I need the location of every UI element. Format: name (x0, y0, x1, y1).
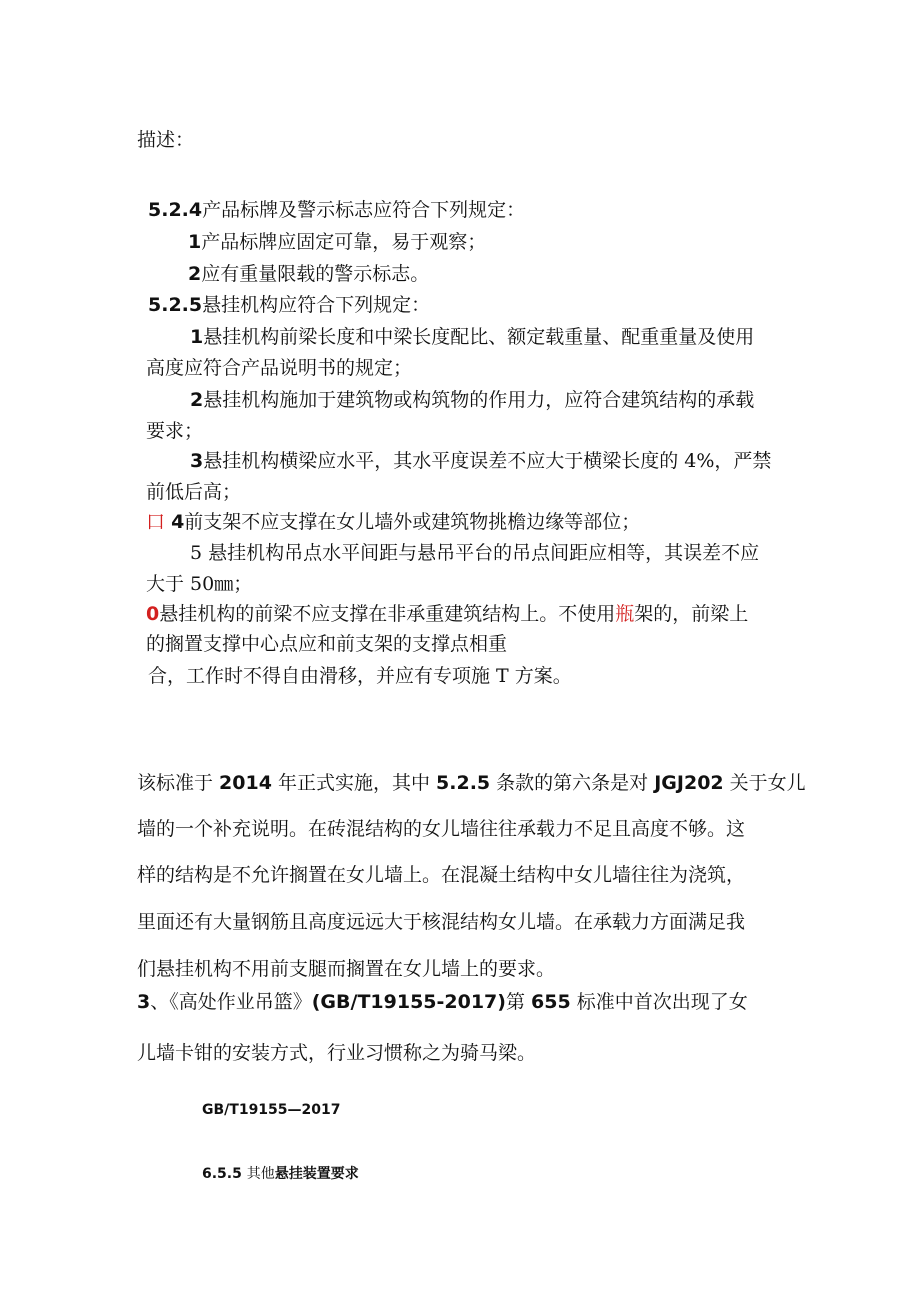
paragraph-line: 儿墙卡钳的安装方式，行业习惯称之为骑马梁。 (137, 1042, 537, 1064)
clause-item-continuation: 的搁置支撑中心点应和前支架的支撑点相重 (146, 633, 508, 655)
paragraph-line: 们悬挂机构不用前支腿而搁置在女儿墙上的要求。 (137, 958, 556, 980)
clause-item-continuation: 高度应符合产品说明书的规定； (146, 357, 413, 379)
paragraph-line: 样的结构是不允许搁置在女儿墙上。在混凝土结构中女儿墙往往为浇筑， (137, 864, 746, 886)
checkbox-glyph: 口 (146, 511, 166, 533)
clause-item: 口 4前支架不应支撑在女儿墙外或建筑物挑檐边缘等部位； (146, 511, 641, 533)
clause-item: 2悬挂机构施加于建筑物或构筑物的作用力，应符合建筑结构的承载 (190, 389, 755, 411)
red-item-number: 0 (146, 603, 160, 625)
clause-item: 2应有重量限载的警示标志。 (188, 263, 430, 285)
clause-5-2-5: 5.2.5悬挂机构应符合下列规定： (148, 294, 431, 316)
clause-item-continuation: 要求； (146, 420, 204, 442)
section-heading: 6.5.5 其他悬挂装置要求 (202, 1166, 359, 1182)
paragraph-line: 该标准于 2014 年正式实施，其中 5.2.5 条款的第六条是对 JGJ202 关于女儿 (137, 772, 806, 794)
clause-item-continuation: 前低后高； (146, 481, 242, 503)
clause-item: 0悬挂机构的前梁不应支撑在非承重建筑结构上。不使用瓶架的，前梁上 (146, 603, 749, 625)
paragraph-line: 里面还有大量钢筋且高度远远大于核混结构女儿墙。在承载力方面满足我 (137, 911, 746, 933)
clause-5-2-4: 5.2.4产品标牌及警示标志应符合下列规定： (148, 199, 526, 221)
paragraph-line: 3、《高处作业吊篮》(GB/T19155-2017)第 655 标准中首次出现了女 (137, 991, 748, 1013)
clause-item: 1悬挂机构前梁长度和中梁长度配比、额定载重量、配重重量及使用 (190, 326, 755, 348)
clause-number: 5.2.5 (148, 294, 203, 316)
clause-item: 5 悬挂机构吊点水平间距与悬吊平台的吊点间距应相等，其误差不应 (190, 542, 760, 564)
clause-item-continuation: 大于 50㎜； (146, 573, 253, 595)
clause-number: 5.2.4 (148, 199, 203, 221)
standard-code: GB/T19155—2017 (202, 1102, 341, 1118)
clause-item: 3悬挂机构横梁应水平，其水平度误差不应大于横梁长度的 4%，严禁 (190, 450, 772, 472)
description-label: 描述： (137, 129, 195, 151)
paragraph-line: 墙的一个补充说明。在砖混结构的女儿墙往往承载力不足且高度不够。这 (137, 818, 746, 840)
clause-item-continuation: 合，工作时不得自由滑移，并应有专项施 T 方案。 (148, 665, 572, 687)
clause-item: 1产品标牌应固定可靠，易于观察； (188, 231, 487, 253)
red-character: 瓶 (615, 603, 635, 625)
